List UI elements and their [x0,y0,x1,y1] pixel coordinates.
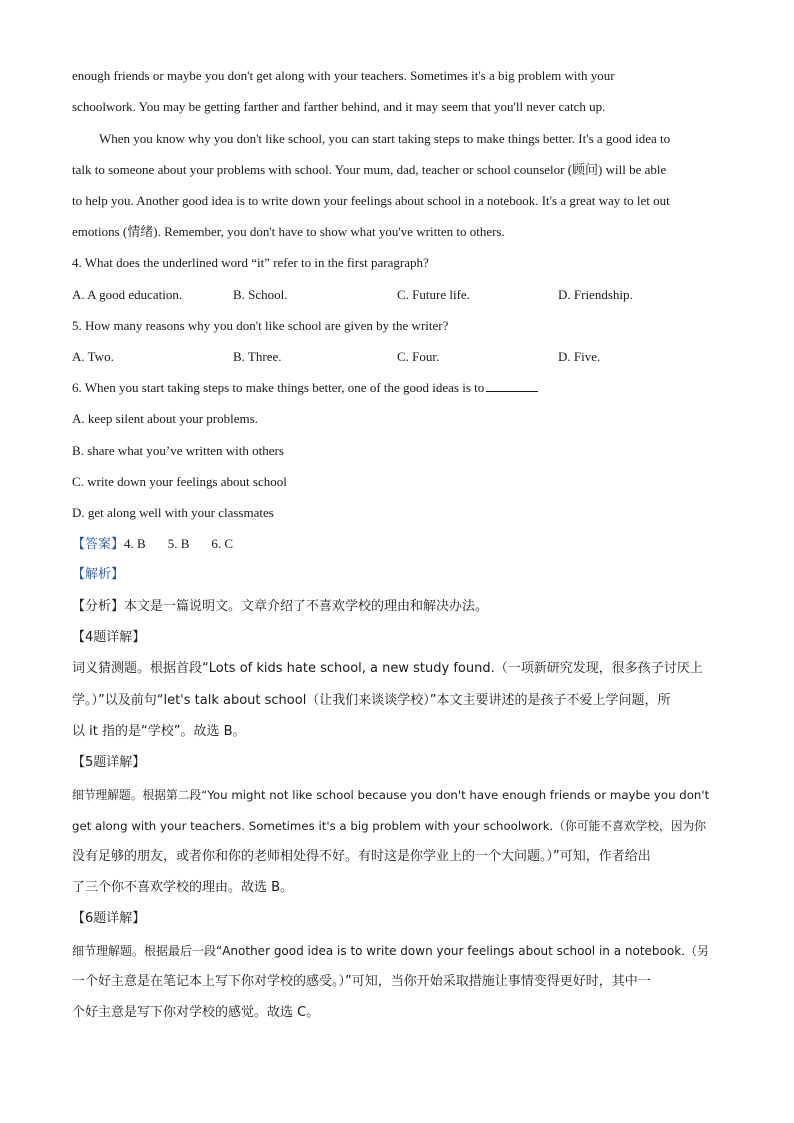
question-4-option-d: D. Friendship. [558,287,633,302]
q5-detail-line-2: get along with your teachers. Sometimes it's a big problem with your schoolwork.（你可能不喜欢学校，因为你 [72,819,707,833]
question-6-stem-line [72,379,718,397]
question-5-options [72,348,722,366]
question-5-option-d: D. Five. [558,349,601,364]
q4-detail-line-3: 以 it 指的是“学校”。故选 B。 [72,724,246,739]
question-6-stem: 6. When you start taking steps to make things better, one of the good ideas is to [72,380,485,395]
q4-detail-title: 【4题详解】 [72,630,146,645]
q6-detail-line-1: 细节理解题。根据最后一段“Another good idea is to write down your feelings about school in a notebook.（另 [72,944,709,958]
answer-blank [486,379,538,392]
q4-detail-line-1: 词义猜测题。根据首段“Lots of kids hate school, a new study found.（一项新研究发现，很多孩子讨厌上 [72,661,703,676]
question-4-option-c: C. Future life. [397,287,470,302]
passage-p2-line-3: to help you. Another good idea is to write down your feelings about school in a notebook. It's a great way to let out [72,193,670,208]
answer-item-4: 4. B [124,536,146,551]
q5-detail-line-4: 了三个你不喜欢学校的理由。故选 B。 [72,880,294,895]
passage-p1-line-2: schoolwork. You may be getting farther and farther behind, and it may seem that you'll never catch up. [72,99,606,114]
passage-p2-line-1: When you know why you don't like school, you can start taking steps to make things better. It's a good idea to [99,131,671,146]
answer-item-6: 6. C [211,536,234,551]
question-6-option-b: B. share what you’ve written with others [72,443,284,458]
q6-detail-line-2: 一个好主意是在笔记本上写下你对学校的感受。）”可知，当你开始采取措施让事情变得更好时，其中一 [72,974,651,989]
passage-p1-line-1: enough friends or maybe you don't get along with your teachers. Sometimes it's a big problem with your [72,68,615,83]
q6-detail-line-3: 个好主意是写下你对学校的感觉。故选 C。 [72,1005,320,1020]
question-5-option-a: A. Two. [72,349,114,364]
question-4-options [72,286,722,304]
answer-label: 【答案】 [72,537,125,552]
analysis-summary: 【分析】本文是一篇说明文。文章介绍了不喜欢学校的理由和解决办法。 [72,599,489,614]
question-6-option-a: A. keep silent about your problems. [72,411,258,426]
q4-detail-line-2: 学。）”以及前句“let's talk about school（让我们来谈谈学校）”本文主要讲述的是孩子不爱上学问题，所 [72,693,671,708]
answer-line [72,535,718,554]
q5-detail-title: 【5题详解】 [72,755,146,770]
q6-detail-title: 【6题详解】 [72,911,146,926]
passage-p2-line-2: talk to someone about your problems with school. Your mum, dad, teacher or school counselor (顾问) will be able [72,162,667,177]
question-4-stem: 4. What does the underlined word “it” refer to in the first paragraph? [72,255,429,270]
question-4-option-a: A. A good education. [72,287,183,302]
question-4-option-b: B. School. [233,287,288,302]
analysis-label: 【解析】 [72,567,125,582]
question-6-option-d: D. get along well with your classmates [72,505,274,520]
question-5-stem: 5. How many reasons why you don't like school are given by the writer? [72,318,449,333]
q5-detail-line-1: 细节理解题。根据第二段“You might not like school because you don't have enough friends or maybe you don't [72,788,710,802]
passage-p2-line-4: emotions (情绪). Remember, you don't have to show what you've written to others. [72,224,505,239]
answer-item-5: 5. B [167,536,190,551]
question-5-option-b: B. Three. [233,349,282,364]
question-5-option-c: C. Four. [397,349,440,364]
q5-detail-line-3: 没有足够的朋友，或者你和你的老师相处得不好。有时这是你学业上的一个大问题。）”可知，作者给出 [72,849,651,864]
question-6-option-c: C. write down your feelings about school [72,474,287,489]
